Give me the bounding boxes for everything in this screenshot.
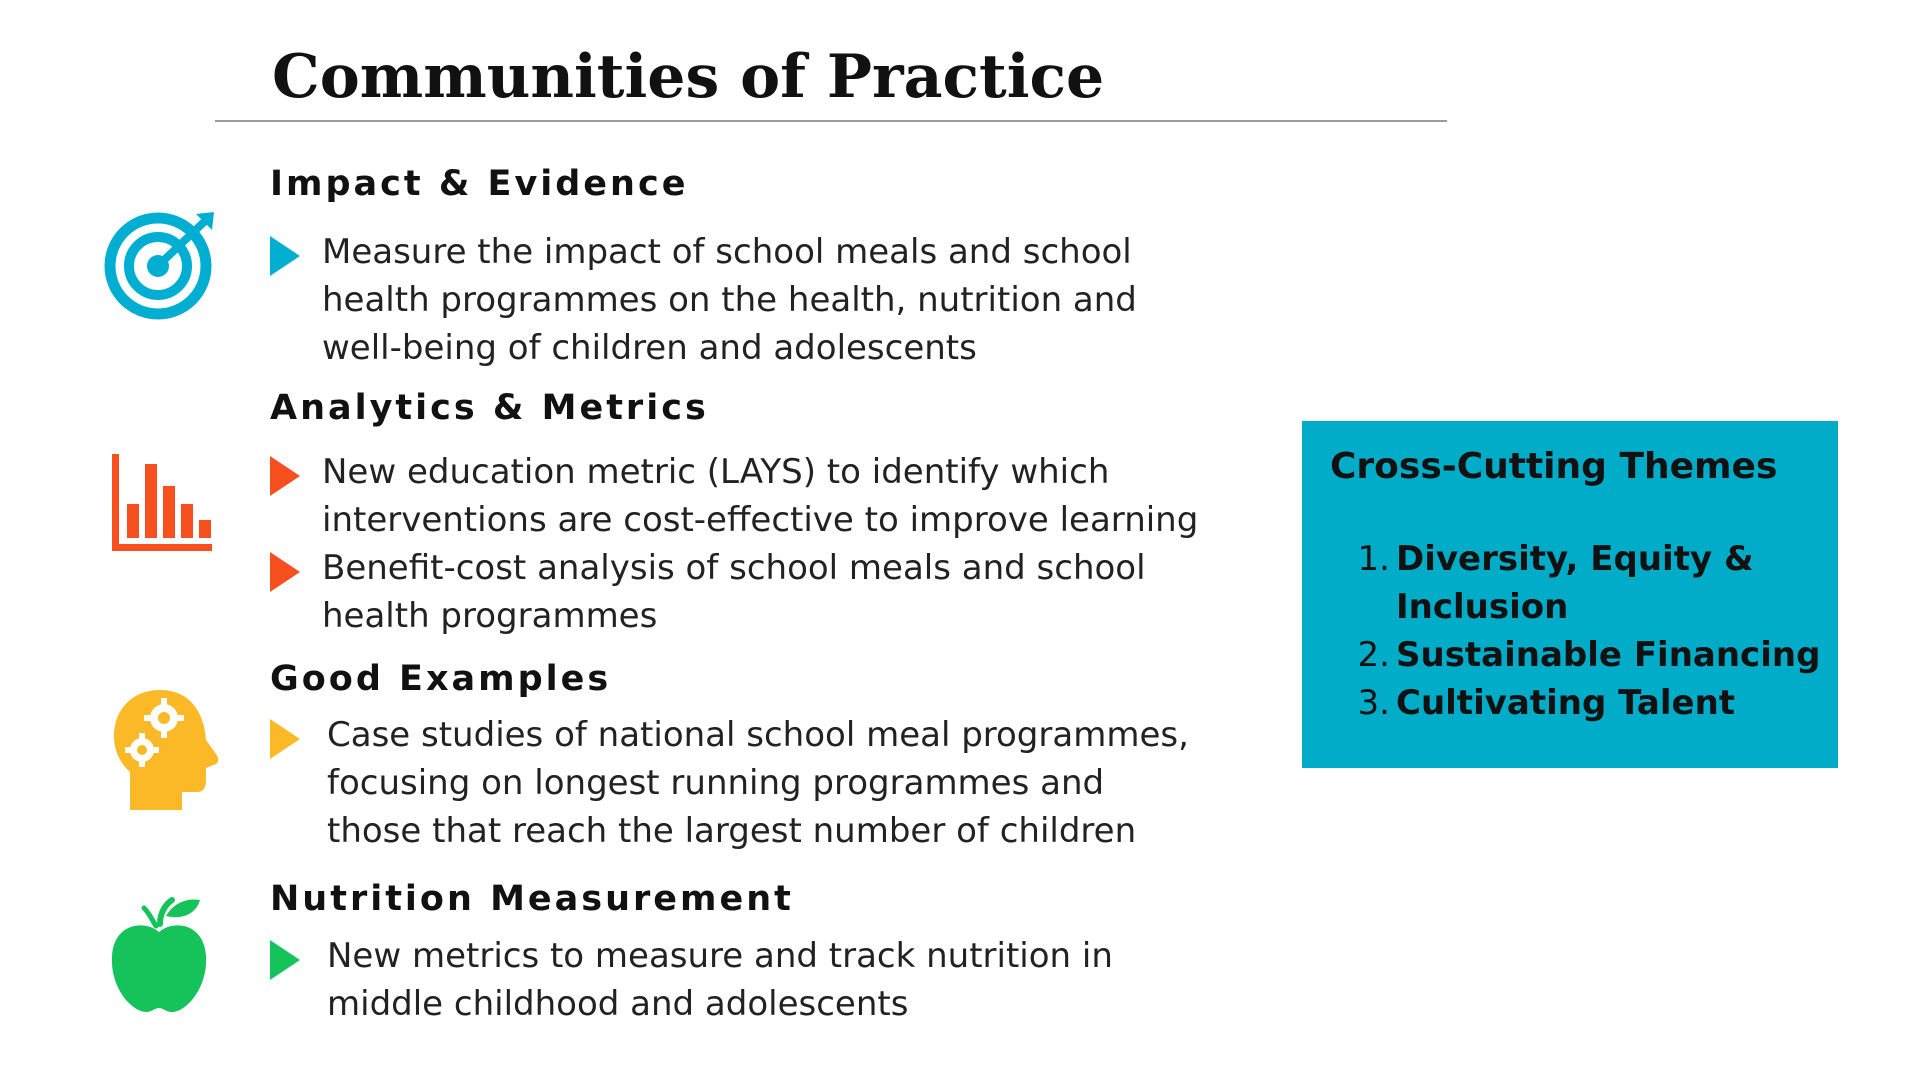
themes-item-line: Diversity, Equity &	[1396, 539, 1754, 579]
bullet-item	[270, 228, 1137, 372]
themes-item	[1330, 631, 1821, 679]
bullet-arrow-icon	[270, 236, 300, 276]
bullet-line: Case studies of national school meal programmes,	[327, 715, 1189, 755]
bullet-line: health programmes on the health, nutrition and	[322, 280, 1137, 320]
bullet-line: health programmes	[322, 596, 658, 636]
bullet-line: Measure the impact of school meals and school	[322, 232, 1132, 272]
section-analytics-metrics	[270, 386, 1198, 640]
bar-chart-icon	[110, 452, 214, 558]
bullet-line: New education metric (LAYS) to identify which	[322, 452, 1110, 492]
themes-item-number: 1.	[1357, 539, 1390, 579]
themes-item-number: 2.	[1357, 635, 1390, 675]
themes-item	[1330, 535, 1810, 631]
bullet-line: middle childhood and adolescents	[327, 984, 909, 1024]
bullet-line: those that reach the largest number of children	[327, 811, 1137, 851]
bullet-item	[270, 448, 1198, 544]
target-icon	[100, 210, 224, 326]
bullet-arrow-icon	[270, 552, 300, 592]
themes-item-line: Inclusion	[1396, 587, 1569, 627]
themes-title: Cross-Cutting Themes	[1330, 446, 1778, 487]
themes-item-number: 3.	[1357, 683, 1390, 723]
cross-cutting-themes-box	[1302, 421, 1838, 768]
bullet-line: New metrics to measure and track nutrition in	[327, 936, 1113, 976]
themes-item-label	[1396, 535, 1754, 631]
title-divider	[215, 120, 1447, 122]
section-good-examples	[270, 657, 1189, 855]
bullet-item	[270, 711, 1189, 855]
themes-item-line: Sustainable Financing	[1396, 635, 1821, 675]
section-nutrition-measurement	[270, 877, 1113, 1028]
bullet-arrow-icon	[270, 456, 300, 496]
bullet-line: focusing on longest running programmes and	[327, 763, 1105, 803]
apple-icon	[110, 896, 208, 1018]
themes-item-label	[1396, 679, 1735, 727]
section-impact-evidence	[270, 162, 1137, 372]
bullet-item	[270, 544, 1198, 640]
themes-item	[1330, 679, 1810, 727]
section-heading: Analytics & Metrics	[270, 388, 709, 428]
themes-item-label	[1396, 631, 1820, 679]
head-gears-icon	[112, 688, 220, 816]
section-heading: Impact & Evidence	[270, 164, 689, 204]
bullet-line: interventions are cost-effective to improve learning	[322, 500, 1199, 540]
themes-item-line: Cultivating Talent	[1396, 683, 1736, 723]
bullet-item	[270, 932, 1113, 1028]
section-heading: Nutrition Measurement	[270, 879, 794, 919]
section-heading: Good Examples	[270, 659, 612, 699]
bullet-arrow-icon	[270, 940, 300, 980]
bullet-line: Benefit-cost analysis of school meals and school	[322, 548, 1146, 588]
themes-list	[1330, 535, 1821, 727]
bullet-line: well-being of children and adolescents	[322, 328, 977, 368]
page-title: Communities of Practice	[272, 42, 1105, 112]
bullet-arrow-icon	[270, 719, 300, 759]
